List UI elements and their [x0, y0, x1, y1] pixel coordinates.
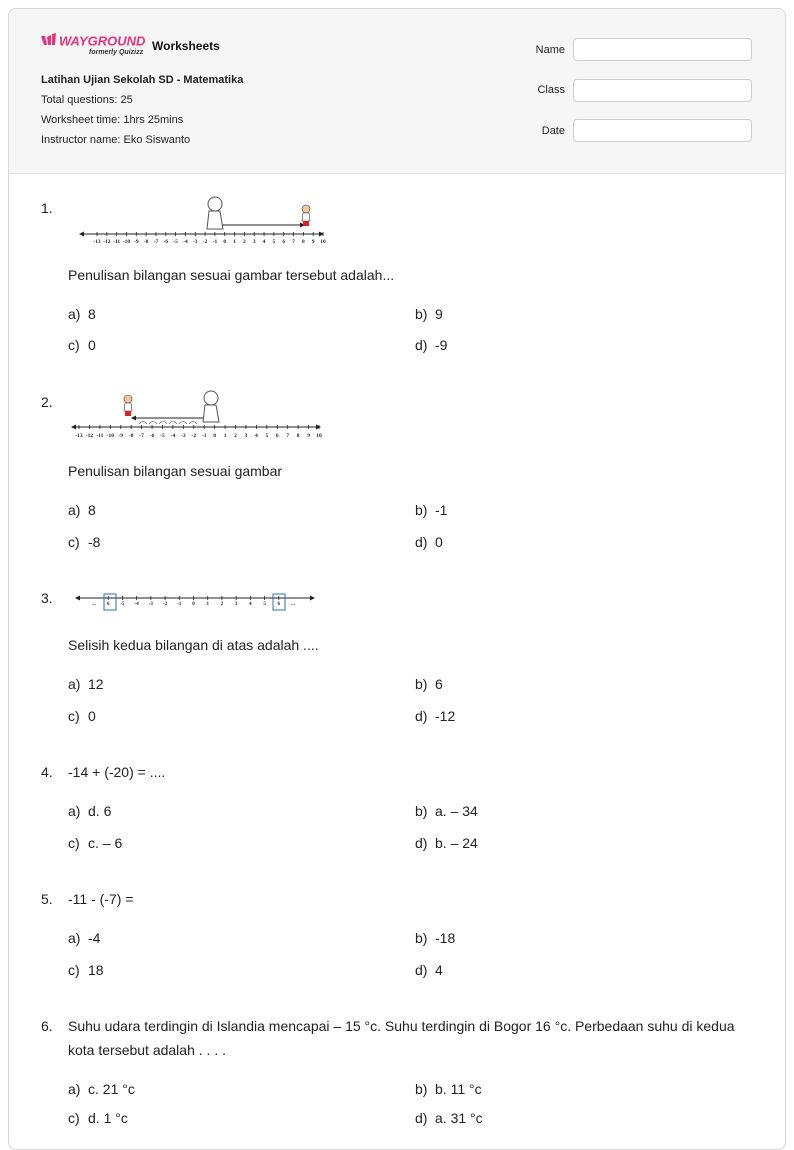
option-letter: d): [415, 962, 428, 978]
tick-label: 4: [249, 602, 252, 607]
option-text: 8: [88, 306, 96, 322]
tick-label: -2: [162, 602, 168, 607]
number-line-figure: [73, 591, 318, 618]
question-number: 3.: [41, 590, 53, 606]
option-c[interactable]: [68, 835, 122, 851]
option-text: -18: [435, 930, 456, 946]
option-c[interactable]: [68, 708, 96, 724]
tick-label: 9: [311, 239, 315, 245]
option-letter: d): [415, 835, 428, 851]
option-text: 0: [435, 534, 443, 550]
option-letter: b): [415, 930, 428, 946]
tick-label: -3: [181, 433, 186, 439]
tick-label: 6: [275, 433, 279, 439]
option-d[interactable]: [415, 962, 443, 978]
tick-label: ...: [92, 602, 96, 607]
option-text: a. – 34: [435, 803, 478, 819]
option-d[interactable]: [415, 534, 443, 550]
option-text: 9: [435, 306, 443, 322]
option-d[interactable]: [415, 337, 447, 353]
worksheet-title: Latihan Ujian Sekolah SD - Matematika: [41, 74, 244, 86]
number-line-figure: [77, 195, 327, 252]
worksheet-time: Worksheet time: 1hrs 25mins: [41, 114, 184, 126]
option-text: -4: [88, 930, 101, 946]
option-letter: c): [68, 1110, 80, 1126]
tick-label: -4: [183, 239, 188, 245]
tick-label: 5: [265, 433, 269, 439]
option-letter: b): [415, 803, 428, 819]
option-letter: d): [415, 534, 428, 550]
number-line-figure: [69, 389, 324, 444]
tick-label: -2: [191, 433, 197, 439]
number-line-image: [73, 591, 318, 613]
tick-label: -4: [134, 602, 139, 607]
tick-label: 9: [307, 433, 310, 439]
option-letter: c): [68, 835, 80, 851]
tick-label: 7: [286, 433, 290, 439]
tick-label: -10: [122, 239, 131, 245]
class-field[interactable]: [573, 79, 752, 102]
tick-label: 4: [262, 239, 266, 245]
question-text: -14 + (-20) = ....: [68, 764, 166, 780]
tick-label: -5: [160, 433, 165, 439]
number-line-image: [77, 195, 327, 247]
tick-label: 2: [234, 433, 237, 439]
date-label: Date: [541, 125, 565, 137]
tick-label: 0: [213, 433, 217, 439]
product-name: Worksheets: [152, 39, 220, 53]
option-d[interactable]: [415, 835, 478, 851]
option-b[interactable]: [415, 306, 443, 322]
tick-label: -4: [170, 433, 176, 439]
option-b[interactable]: [415, 930, 455, 946]
option-text: c. 21 °c: [88, 1081, 135, 1097]
tick-label: 3: [244, 433, 248, 439]
option-b[interactable]: [415, 1081, 482, 1097]
tick-label: -13: [93, 239, 101, 245]
tick-label: 5: [272, 239, 276, 245]
option-text: -12: [435, 708, 456, 724]
tick-label: 3: [234, 602, 238, 607]
option-a[interactable]: [68, 803, 111, 819]
tick-label: -10: [106, 433, 114, 439]
option-d[interactable]: [415, 1110, 483, 1126]
tick-label: 2: [220, 602, 224, 607]
option-letter: a): [68, 502, 81, 518]
option-text: -8: [88, 534, 101, 550]
option-text: -1: [435, 502, 448, 518]
option-letter: a): [68, 1081, 81, 1097]
option-text: d. 6: [88, 803, 112, 819]
option-text: 0: [88, 708, 96, 724]
date-field[interactable]: [573, 119, 752, 142]
option-text: 18: [88, 962, 104, 978]
logo-subtitle: formerly Quizizz: [89, 49, 144, 56]
tick-label: -7: [139, 433, 144, 439]
option-text: -9: [435, 337, 448, 353]
total-questions: Total questions: 25: [41, 94, 133, 106]
option-letter: a): [68, 306, 81, 322]
question-text: Suhu udara terdingin di Islandia mencapai – 15 °c. Suhu terdingin di Bogor 16 °c. Perbedaan suhu di kedua kota tersebut adalah . . . .: [68, 1018, 735, 1058]
option-c[interactable]: [68, 962, 104, 978]
option-letter: d): [415, 708, 428, 724]
option-text: a. 31 °c: [435, 1110, 483, 1126]
tick-label: -13: [75, 433, 83, 439]
option-letter: b): [415, 502, 428, 518]
question-text: Penulisan bilangan sesuai gambar: [68, 463, 283, 479]
logo-text: WAYGROUND: [59, 33, 146, 49]
name-field[interactable]: [573, 38, 752, 61]
tick-label: 6: [282, 239, 286, 245]
option-letter: d): [415, 337, 428, 353]
tick-label: -1: [177, 602, 182, 607]
tick-label: -1: [201, 433, 207, 439]
question-number: 6.: [41, 1018, 53, 1034]
tick-label: 7: [292, 239, 295, 245]
option-letter: d): [415, 1110, 428, 1126]
tick-label: 0: [223, 239, 227, 245]
option-b[interactable]: [415, 502, 447, 518]
tick-label: -6: [149, 433, 155, 439]
question-text: Penulisan bilangan sesuai gambar tersebut adalah...: [68, 267, 395, 283]
option-c[interactable]: [68, 1110, 128, 1126]
option-text: 12: [88, 676, 104, 692]
option-text: 4: [435, 962, 443, 978]
question-number: 5.: [41, 891, 53, 907]
tick-label: -6: [163, 239, 169, 245]
tick-label: -9: [134, 239, 139, 245]
option-text: b. – 24: [435, 835, 478, 851]
option-letter: b): [415, 676, 428, 692]
tick-label: 3: [252, 239, 256, 245]
tick-label: 8: [301, 239, 305, 245]
option-letter: c): [68, 534, 80, 550]
tick-label: 5: [263, 602, 266, 607]
tick-label: 2: [243, 239, 246, 245]
tick-label: 4: [255, 433, 258, 439]
tick-label: -11: [96, 433, 104, 439]
name-label: Name: [535, 44, 565, 56]
option-b[interactable]: [415, 803, 478, 819]
tick-label: 6: [277, 602, 281, 607]
tick-label: -5: [173, 239, 178, 245]
option-letter: c): [68, 962, 80, 978]
question-number: 2.: [41, 394, 53, 410]
tick-label: -9: [118, 433, 124, 439]
option-letter: a): [68, 803, 81, 819]
option-d[interactable]: [415, 708, 455, 724]
option-text: 0: [88, 337, 96, 353]
tick-label: -1: [212, 239, 218, 245]
tick-label: -8: [128, 433, 134, 439]
tick-label: 0: [192, 602, 195, 607]
tick-label: -5: [120, 602, 125, 607]
option-a[interactable]: [68, 502, 96, 518]
tick-label: 10: [320, 239, 326, 245]
option-a[interactable]: [68, 930, 100, 946]
option-text: d. 1 °c: [88, 1110, 128, 1126]
tick-label: -12: [103, 239, 111, 245]
option-a[interactable]: [68, 676, 104, 692]
tick-label: 1: [223, 433, 227, 439]
tick-label: -7: [153, 239, 159, 245]
tick-label: 1: [206, 602, 209, 607]
option-text: b. 11 °c: [435, 1081, 482, 1097]
tick-label: -3: [192, 239, 198, 245]
tick-label: -11: [113, 239, 121, 245]
option-a[interactable]: [68, 306, 96, 322]
number-line-image: [69, 389, 324, 439]
option-c[interactable]: [68, 534, 100, 550]
question-text: -11 - (-7) =: [68, 891, 134, 907]
option-text: 6: [435, 676, 443, 692]
option-b[interactable]: [415, 676, 443, 692]
tick-label: 10: [316, 433, 322, 439]
tick-label: -3: [148, 602, 153, 607]
tick-label: -2: [202, 239, 208, 245]
option-letter: a): [68, 676, 81, 692]
option-letter: c): [68, 337, 80, 353]
option-text: c. – 6: [88, 835, 123, 851]
question-number: 4.: [41, 764, 53, 780]
tick-label: -12: [85, 433, 94, 439]
option-letter: b): [415, 306, 428, 322]
option-letter: a): [68, 930, 81, 946]
tick-label: 8: [296, 433, 300, 439]
tick-label: ...: [291, 602, 295, 607]
option-c[interactable]: [68, 337, 96, 353]
tick-label: 1: [233, 239, 236, 245]
worksheet-page: [8, 8, 786, 1150]
class-label: Class: [537, 84, 565, 96]
option-letter: b): [415, 1081, 428, 1097]
option-text: 8: [88, 502, 96, 518]
question-number: 1.: [41, 200, 53, 216]
tick-label: 6: [106, 602, 110, 607]
question-text: Selisih kedua bilangan di atas adalah ....: [68, 637, 319, 653]
option-a[interactable]: [68, 1081, 135, 1097]
tick-label: -8: [143, 239, 149, 245]
option-letter: c): [68, 708, 80, 724]
instructor-name: Instructor name: Eko Siswanto: [41, 134, 191, 146]
worksheet-header: [9, 9, 785, 174]
